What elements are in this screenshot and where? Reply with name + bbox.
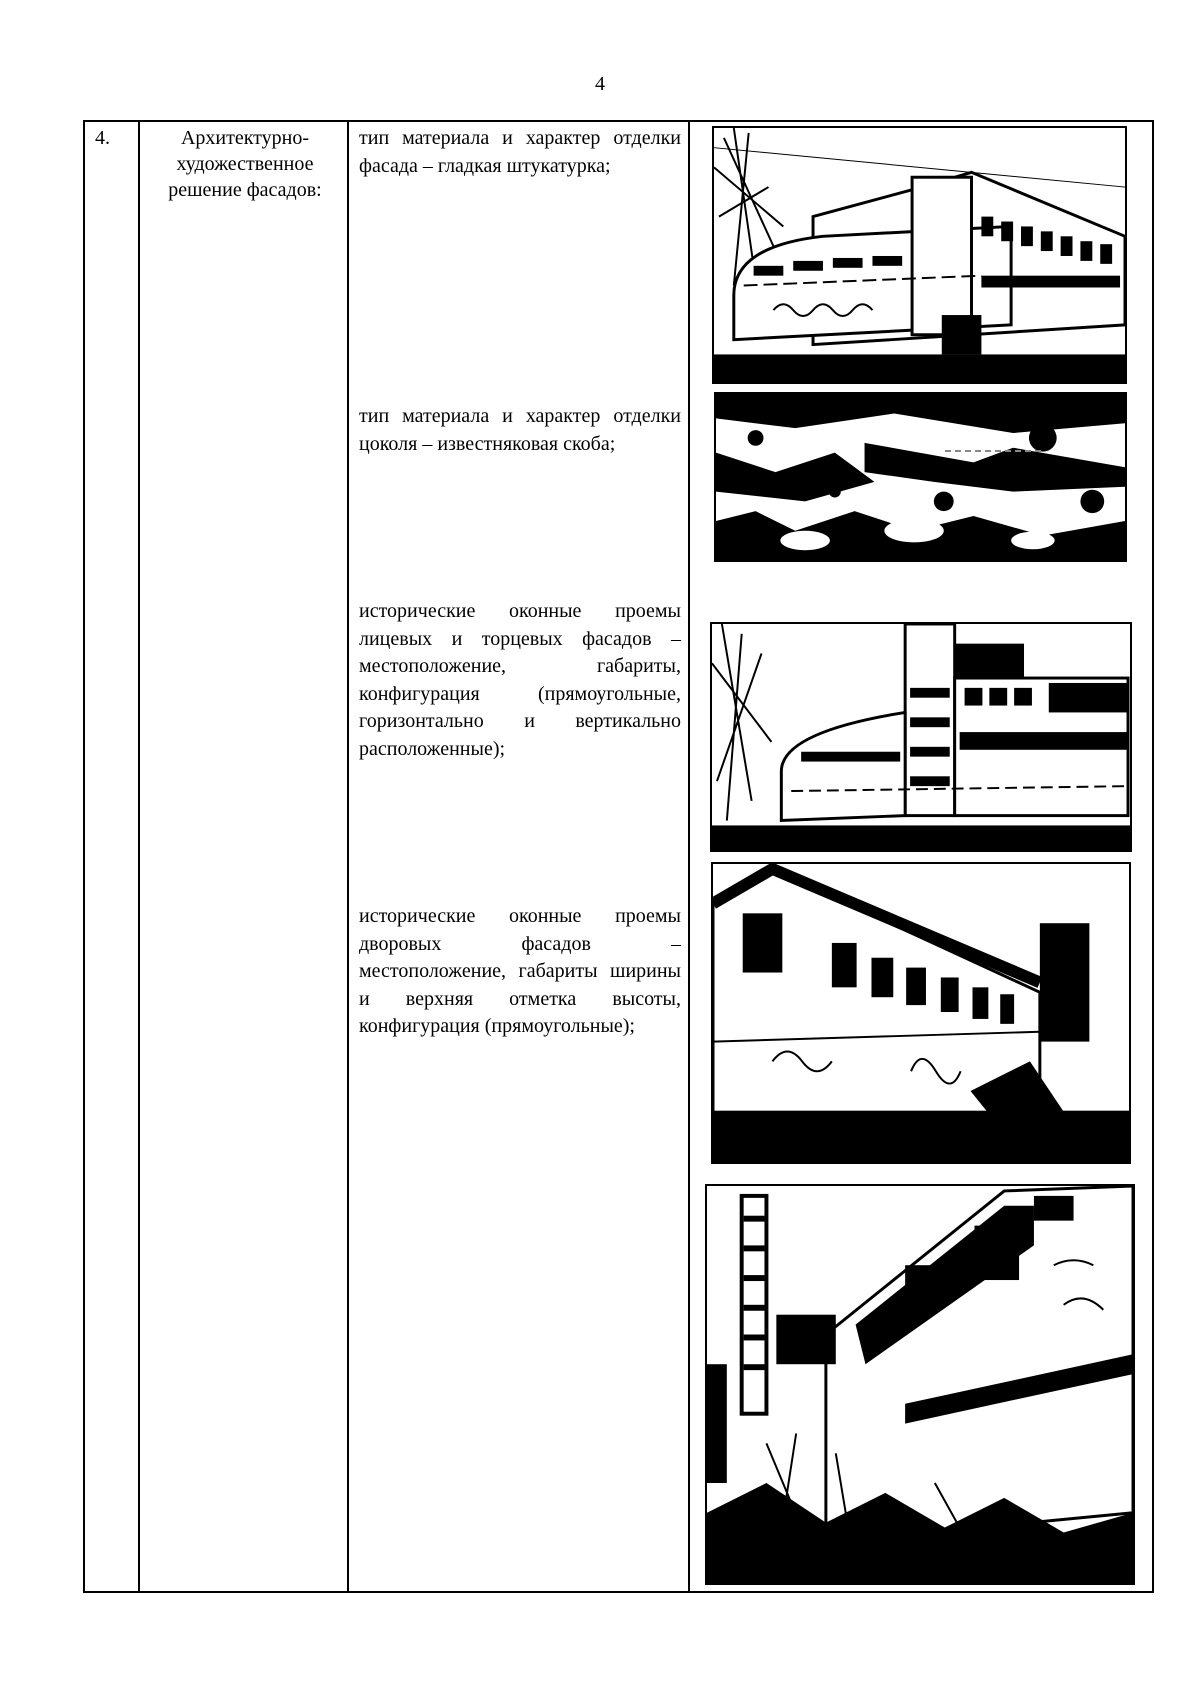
page-number: 4 bbox=[595, 73, 605, 95]
building-photo bbox=[712, 126, 1127, 384]
courtyard-facade-photo bbox=[711, 862, 1131, 1164]
column-divider bbox=[688, 122, 690, 1591]
plinth-photo bbox=[714, 392, 1127, 562]
row-number: 4. bbox=[95, 127, 110, 149]
item-description: тип материала и характер отделки цоколя – известняковая скоба; bbox=[359, 405, 681, 455]
item-description: тип материала и характер отделки фасада – гладкая штукатурка; bbox=[359, 127, 681, 177]
column-divider bbox=[138, 122, 140, 1591]
column-divider bbox=[347, 122, 349, 1591]
scan-artifact bbox=[945, 450, 1045, 452]
facade-windows-photo bbox=[710, 622, 1132, 852]
item-description: исторические оконные проемы дворовых фасадов – местоположение, габариты ширины и верхняя отметка высоты, конфигурация (прямоугольные); bbox=[359, 905, 681, 1037]
table-row bbox=[83, 120, 1154, 1593]
item-description: исторические оконные проемы лицевых и торцевых фасадов – местоположение, габариты, конфигурация (прямоугольные, горизонтально и вертикально расположенные); bbox=[359, 600, 681, 760]
ruined-building-photo bbox=[705, 1184, 1135, 1585]
row-title: Архитектурно-художественное решение фасадов: bbox=[168, 127, 322, 201]
